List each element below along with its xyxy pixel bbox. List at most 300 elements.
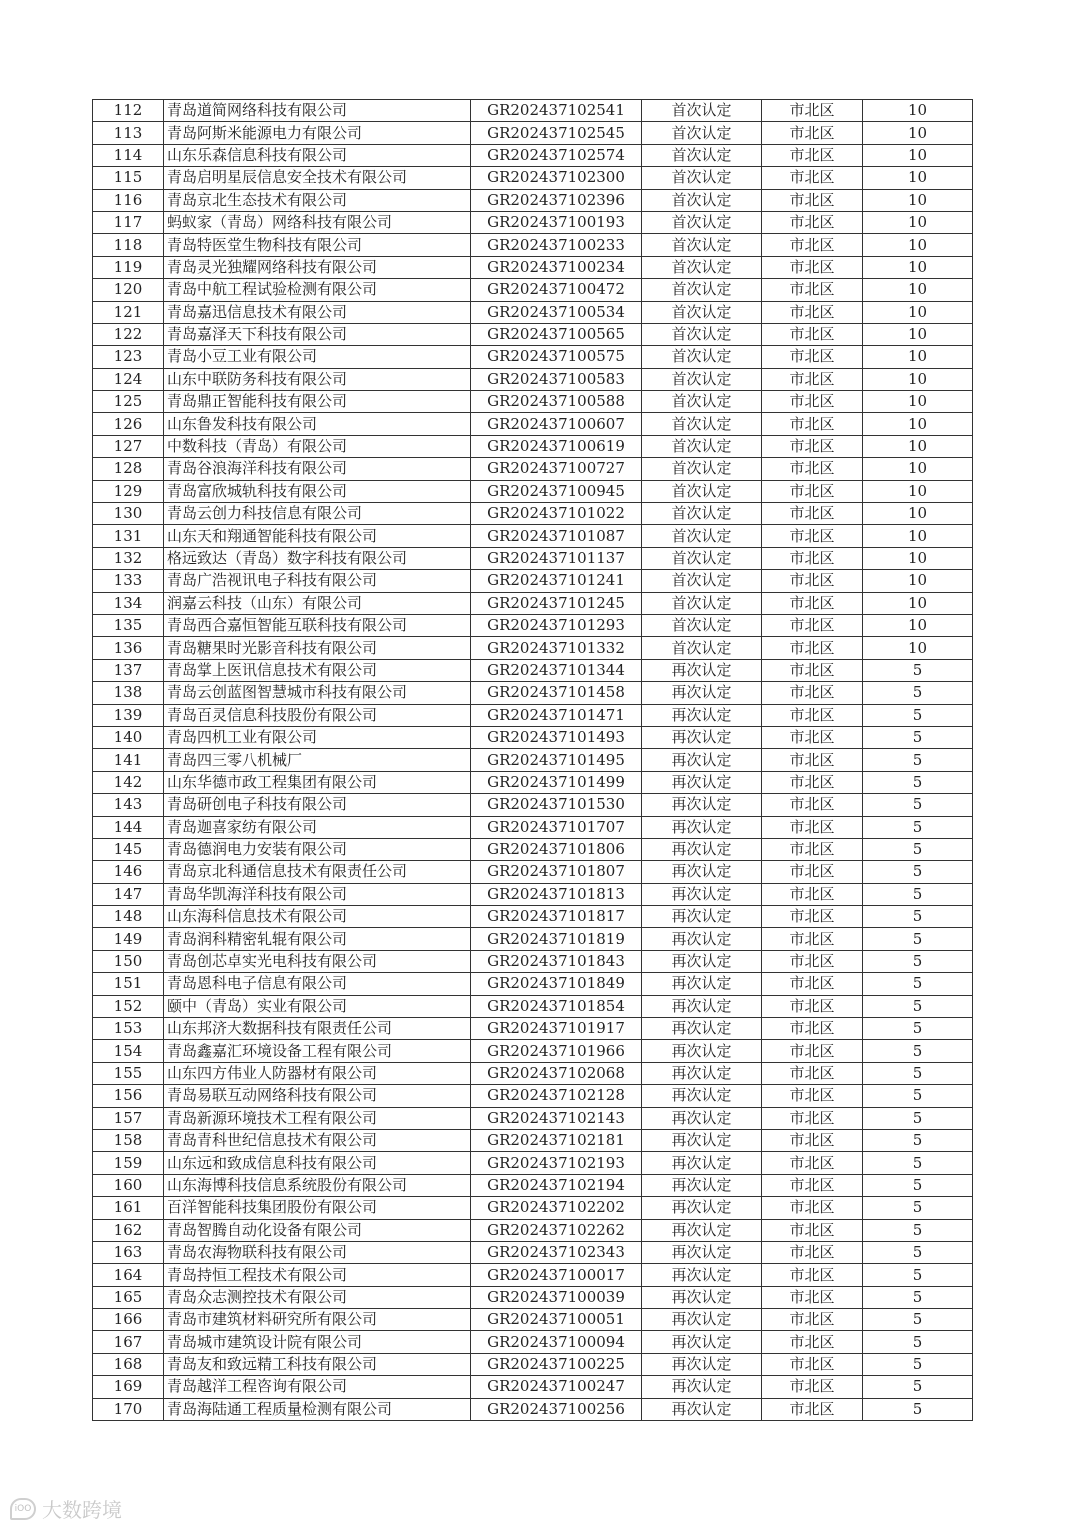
table-row <box>93 234 973 256</box>
company-table <box>92 99 973 1421</box>
certification-type-cell: 再次认定 <box>642 838 762 860</box>
points-cell: 10 <box>863 144 973 166</box>
company-name-cell: 青岛四三零八机械厂 <box>164 749 471 771</box>
certificate-code-cell: GR202437101843 <box>471 950 642 972</box>
district-cell: 市北区 <box>762 234 863 256</box>
certification-type-cell: 首次认定 <box>642 189 762 211</box>
row-number-cell: 160 <box>93 1174 164 1196</box>
district-cell: 市北区 <box>762 1062 863 1084</box>
row-number-cell: 156 <box>93 1085 164 1107</box>
row-number-cell: 138 <box>93 682 164 704</box>
row-number-cell: 145 <box>93 838 164 860</box>
table-row <box>93 368 973 390</box>
table-row <box>93 480 973 502</box>
table-row <box>93 1398 973 1420</box>
certificate-code-cell: GR202437101245 <box>471 592 642 614</box>
row-number-cell: 164 <box>93 1264 164 1286</box>
certificate-code-cell: GR202437101819 <box>471 928 642 950</box>
points-cell: 5 <box>863 1219 973 1241</box>
district-cell: 市北区 <box>762 323 863 345</box>
points-cell: 10 <box>863 458 973 480</box>
row-number-cell: 152 <box>93 995 164 1017</box>
table-row <box>93 1331 973 1353</box>
row-number-cell: 122 <box>93 323 164 345</box>
certification-type-cell: 再次认定 <box>642 1107 762 1129</box>
points-cell: 5 <box>863 1152 973 1174</box>
table-row <box>93 458 973 480</box>
points-cell: 5 <box>863 1040 973 1062</box>
company-name-cell: 山东海博科技信息系统股份有限公司 <box>164 1174 471 1196</box>
certificate-code-cell: GR202437102128 <box>471 1085 642 1107</box>
district-cell: 市北区 <box>762 1129 863 1151</box>
table-row <box>93 323 973 345</box>
row-number-cell: 114 <box>93 144 164 166</box>
table-row <box>93 906 973 928</box>
district-cell: 市北区 <box>762 995 863 1017</box>
table-row <box>93 726 973 748</box>
points-cell: 10 <box>863 391 973 413</box>
company-name-cell: 青岛道简网络科技有限公司 <box>164 100 471 122</box>
certificate-code-cell: GR202437100607 <box>471 413 642 435</box>
certification-type-cell: 再次认定 <box>642 704 762 726</box>
points-cell: 5 <box>863 928 973 950</box>
company-name-cell: 青岛越洋工程咨询有限公司 <box>164 1376 471 1398</box>
certificate-code-cell: GR202437102194 <box>471 1174 642 1196</box>
certificate-code-cell: GR202437102068 <box>471 1062 642 1084</box>
certification-type-cell: 再次认定 <box>642 906 762 928</box>
certificate-code-cell: GR202437100247 <box>471 1376 642 1398</box>
certificate-code-cell: GR202437100051 <box>471 1309 642 1331</box>
district-cell: 市北区 <box>762 480 863 502</box>
company-table-body <box>93 100 973 1421</box>
row-number-cell: 130 <box>93 503 164 525</box>
company-name-cell: 青岛易联互动网络科技有限公司 <box>164 1085 471 1107</box>
row-number-cell: 167 <box>93 1331 164 1353</box>
company-name-cell: 青岛小豆工业有限公司 <box>164 346 471 368</box>
row-number-cell: 168 <box>93 1353 164 1375</box>
certification-type-cell: 再次认定 <box>642 1174 762 1196</box>
district-cell: 市北区 <box>762 256 863 278</box>
certification-type-cell: 再次认定 <box>642 1219 762 1241</box>
points-cell: 10 <box>863 189 973 211</box>
company-name-cell: 青岛特医堂生物科技有限公司 <box>164 234 471 256</box>
row-number-cell: 118 <box>93 234 164 256</box>
row-number-cell: 149 <box>93 928 164 950</box>
district-cell: 市北区 <box>762 279 863 301</box>
company-name-cell: 青岛鑫嘉汇环境设备工程有限公司 <box>164 1040 471 1062</box>
certification-type-cell: 再次认定 <box>642 1241 762 1263</box>
table-row <box>93 1353 973 1375</box>
table-row <box>93 1309 973 1331</box>
district-cell: 市北区 <box>762 458 863 480</box>
row-number-cell: 153 <box>93 1018 164 1040</box>
certification-type-cell: 再次认定 <box>642 1062 762 1084</box>
company-name-cell: 山东中联防务科技有限公司 <box>164 368 471 390</box>
certificate-code-cell: GR202437100225 <box>471 1353 642 1375</box>
certificate-code-cell: GR202437101806 <box>471 838 642 860</box>
company-name-cell: 山东乐森信息科技有限公司 <box>164 144 471 166</box>
company-name-cell: 青岛创芯卓实光电科技有限公司 <box>164 950 471 972</box>
certificate-code-cell: GR202437101458 <box>471 682 642 704</box>
certificate-code-cell: GR202437100583 <box>471 368 642 390</box>
table-row <box>93 1018 973 1040</box>
points-cell: 5 <box>863 973 973 995</box>
table-row <box>93 413 973 435</box>
certification-type-cell: 首次认定 <box>642 458 762 480</box>
points-cell: 10 <box>863 234 973 256</box>
table-row <box>93 950 973 972</box>
company-name-cell: 青岛市建筑材料研究所有限公司 <box>164 1309 471 1331</box>
points-cell: 5 <box>863 1197 973 1219</box>
table-row <box>93 189 973 211</box>
row-number-cell: 134 <box>93 592 164 614</box>
table-row <box>93 503 973 525</box>
district-cell: 市北区 <box>762 950 863 972</box>
certificate-code-cell: GR202437102343 <box>471 1241 642 1263</box>
certification-type-cell: 再次认定 <box>642 861 762 883</box>
district-cell: 市北区 <box>762 368 863 390</box>
district-cell: 市北区 <box>762 816 863 838</box>
certificate-code-cell: GR202437100575 <box>471 346 642 368</box>
table-row <box>93 547 973 569</box>
row-number-cell: 154 <box>93 1040 164 1062</box>
row-number-cell: 147 <box>93 883 164 905</box>
district-cell: 市北区 <box>762 861 863 883</box>
company-name-cell: 青岛迦喜家纺有限公司 <box>164 816 471 838</box>
table-row <box>93 659 973 681</box>
certificate-code-cell: GR202437101495 <box>471 749 642 771</box>
district-cell: 市北区 <box>762 503 863 525</box>
company-name-cell: 山东海科信息技术有限公司 <box>164 906 471 928</box>
district-cell: 市北区 <box>762 726 863 748</box>
certification-type-cell: 首次认定 <box>642 637 762 659</box>
table-row <box>93 167 973 189</box>
table-row <box>93 435 973 457</box>
company-name-cell: 青岛新源环境技术工程有限公司 <box>164 1107 471 1129</box>
district-cell: 市北区 <box>762 928 863 950</box>
row-number-cell: 112 <box>93 100 164 122</box>
certification-type-cell: 首次认定 <box>642 301 762 323</box>
certificate-code-cell: GR202437102541 <box>471 100 642 122</box>
district-cell: 市北区 <box>762 100 863 122</box>
district-cell: 市北区 <box>762 1174 863 1196</box>
table-row <box>93 1107 973 1129</box>
certification-type-cell: 首次认定 <box>642 391 762 413</box>
table-row <box>93 1264 973 1286</box>
row-number-cell: 131 <box>93 525 164 547</box>
row-number-cell: 142 <box>93 771 164 793</box>
company-name-cell: 青岛云创蓝图智慧城市科技有限公司 <box>164 682 471 704</box>
company-name-cell: 青岛云创力科技信息有限公司 <box>164 503 471 525</box>
certificate-code-cell: GR202437101087 <box>471 525 642 547</box>
row-number-cell: 144 <box>93 816 164 838</box>
district-cell: 市北区 <box>762 883 863 905</box>
row-number-cell: 132 <box>93 547 164 569</box>
table-row <box>93 682 973 704</box>
certification-type-cell: 首次认定 <box>642 122 762 144</box>
certificate-code-cell: GR202437101241 <box>471 570 642 592</box>
table-row <box>93 1286 973 1308</box>
certification-type-cell: 再次认定 <box>642 973 762 995</box>
row-number-cell: 163 <box>93 1241 164 1263</box>
certificate-code-cell: GR202437101817 <box>471 906 642 928</box>
table-row <box>93 100 973 122</box>
row-number-cell: 150 <box>93 950 164 972</box>
company-name-cell: 山东四方伟业人防器材有限公司 <box>164 1062 471 1084</box>
certification-type-cell: 首次认定 <box>642 211 762 233</box>
row-number-cell: 157 <box>93 1107 164 1129</box>
table-row <box>93 816 973 838</box>
district-cell: 市北区 <box>762 1353 863 1375</box>
points-cell: 10 <box>863 211 973 233</box>
table-row <box>93 704 973 726</box>
table-row <box>93 525 973 547</box>
certificate-code-cell: GR202437100094 <box>471 1331 642 1353</box>
certification-type-cell: 首次认定 <box>642 503 762 525</box>
certificate-code-cell: GR202437101807 <box>471 861 642 883</box>
points-cell: 5 <box>863 1107 973 1129</box>
row-number-cell: 117 <box>93 211 164 233</box>
table-row <box>93 1197 973 1219</box>
district-cell: 市北区 <box>762 614 863 636</box>
certificate-code-cell: GR202437100017 <box>471 1264 642 1286</box>
points-cell: 5 <box>863 1353 973 1375</box>
district-cell: 市北区 <box>762 1197 863 1219</box>
row-number-cell: 151 <box>93 973 164 995</box>
certificate-code-cell: GR202437100039 <box>471 1286 642 1308</box>
certificate-code-cell: GR202437101471 <box>471 704 642 726</box>
company-name-cell: 山东华德市政工程集团有限公司 <box>164 771 471 793</box>
points-cell: 10 <box>863 614 973 636</box>
table-row <box>93 301 973 323</box>
row-number-cell: 165 <box>93 1286 164 1308</box>
row-number-cell: 113 <box>93 122 164 144</box>
certification-type-cell: 首次认定 <box>642 234 762 256</box>
points-cell: 10 <box>863 480 973 502</box>
district-cell: 市北区 <box>762 1309 863 1331</box>
company-name-cell: 青岛中航工程试验检测有限公司 <box>164 279 471 301</box>
company-name-cell: 颐中（青岛）实业有限公司 <box>164 995 471 1017</box>
points-cell: 10 <box>863 637 973 659</box>
certification-type-cell: 再次认定 <box>642 726 762 748</box>
points-cell: 10 <box>863 167 973 189</box>
certification-type-cell: 再次认定 <box>642 749 762 771</box>
company-name-cell: 青岛富欣城轨科技有限公司 <box>164 480 471 502</box>
table-row <box>93 256 973 278</box>
district-cell: 市北区 <box>762 391 863 413</box>
company-name-cell: 青岛恩科电子信息有限公司 <box>164 973 471 995</box>
certification-type-cell: 首次认定 <box>642 480 762 502</box>
table-row <box>93 1129 973 1151</box>
district-cell: 市北区 <box>762 682 863 704</box>
district-cell: 市北区 <box>762 1264 863 1286</box>
row-number-cell: 158 <box>93 1129 164 1151</box>
certification-type-cell: 首次认定 <box>642 144 762 166</box>
company-name-cell: 青岛四机工业有限公司 <box>164 726 471 748</box>
company-name-cell: 青岛众志测控技术有限公司 <box>164 1286 471 1308</box>
certificate-code-cell: GR202437102262 <box>471 1219 642 1241</box>
company-name-cell: 山东鲁发科技有限公司 <box>164 413 471 435</box>
certificate-code-cell: GR202437102574 <box>471 144 642 166</box>
district-cell: 市北区 <box>762 1040 863 1062</box>
certificate-code-cell: GR202437100534 <box>471 301 642 323</box>
points-cell: 5 <box>863 1085 973 1107</box>
company-name-cell: 青岛友和致远精工科技有限公司 <box>164 1353 471 1375</box>
certificate-code-cell: GR202437102202 <box>471 1197 642 1219</box>
district-cell: 市北区 <box>762 704 863 726</box>
certification-type-cell: 再次认定 <box>642 659 762 681</box>
table-row <box>93 637 973 659</box>
row-number-cell: 121 <box>93 301 164 323</box>
table-row <box>93 771 973 793</box>
points-cell: 5 <box>863 1286 973 1308</box>
certification-type-cell: 再次认定 <box>642 1286 762 1308</box>
table-row <box>93 122 973 144</box>
certification-type-cell: 再次认定 <box>642 1376 762 1398</box>
row-number-cell: 169 <box>93 1376 164 1398</box>
row-number-cell: 137 <box>93 659 164 681</box>
table-row <box>93 592 973 614</box>
table-row <box>93 1085 973 1107</box>
district-cell: 市北区 <box>762 413 863 435</box>
table-row <box>93 346 973 368</box>
company-name-cell: 格远致达（青岛）数字科技有限公司 <box>164 547 471 569</box>
company-name-cell: 青岛灵光独耀网络科技有限公司 <box>164 256 471 278</box>
watermark <box>10 1494 122 1523</box>
points-cell: 10 <box>863 279 973 301</box>
table-row <box>93 144 973 166</box>
certificate-code-cell: GR202437101499 <box>471 771 642 793</box>
row-number-cell: 170 <box>93 1398 164 1420</box>
district-cell: 市北区 <box>762 659 863 681</box>
certification-type-cell: 首次认定 <box>642 346 762 368</box>
district-cell: 市北区 <box>762 637 863 659</box>
district-cell: 市北区 <box>762 122 863 144</box>
points-cell: 10 <box>863 525 973 547</box>
certificate-code-cell: GR202437100727 <box>471 458 642 480</box>
row-number-cell: 139 <box>93 704 164 726</box>
points-cell: 10 <box>863 570 973 592</box>
points-cell: 5 <box>863 1398 973 1420</box>
table-row <box>93 995 973 1017</box>
certification-type-cell: 再次认定 <box>642 771 762 793</box>
company-name-cell: 青岛西合嘉恒智能互联科技有限公司 <box>164 614 471 636</box>
certification-type-cell: 首次认定 <box>642 256 762 278</box>
company-name-cell: 青岛农海物联科技有限公司 <box>164 1241 471 1263</box>
certificate-code-cell: GR202437101022 <box>471 503 642 525</box>
district-cell: 市北区 <box>762 570 863 592</box>
company-name-cell: 青岛青科世纪信息技术有限公司 <box>164 1129 471 1151</box>
company-name-cell: 青岛嘉迅信息技术有限公司 <box>164 301 471 323</box>
row-number-cell: 119 <box>93 256 164 278</box>
certification-type-cell: 再次认定 <box>642 1129 762 1151</box>
certification-type-cell: 再次认定 <box>642 682 762 704</box>
row-number-cell: 120 <box>93 279 164 301</box>
watermark-logo-icon: iOO <box>10 1498 36 1520</box>
points-cell: 5 <box>863 749 973 771</box>
points-cell: 10 <box>863 368 973 390</box>
table-row <box>93 614 973 636</box>
company-name-cell: 山东天和翔通智能科技有限公司 <box>164 525 471 547</box>
company-name-cell: 青岛海陆通工程质量检测有限公司 <box>164 1398 471 1420</box>
table-row <box>93 1040 973 1062</box>
district-cell: 市北区 <box>762 1376 863 1398</box>
district-cell: 市北区 <box>762 906 863 928</box>
row-number-cell: 124 <box>93 368 164 390</box>
company-name-cell: 青岛嘉泽天下科技有限公司 <box>164 323 471 345</box>
table-row <box>93 861 973 883</box>
table-row <box>93 279 973 301</box>
certificate-code-cell: GR202437100945 <box>471 480 642 502</box>
points-cell: 10 <box>863 503 973 525</box>
table-row <box>93 838 973 860</box>
table-row <box>93 1241 973 1263</box>
table-row <box>93 1376 973 1398</box>
row-number-cell: 141 <box>93 749 164 771</box>
certificate-code-cell: GR202437100565 <box>471 323 642 345</box>
points-cell: 5 <box>863 1376 973 1398</box>
certificate-code-cell: GR202437101293 <box>471 614 642 636</box>
table-row <box>93 1219 973 1241</box>
watermark-text: 大数跨境 <box>42 1498 122 1522</box>
district-cell: 市北区 <box>762 771 863 793</box>
points-cell: 10 <box>863 323 973 345</box>
certification-type-cell: 再次认定 <box>642 950 762 972</box>
certification-type-cell: 首次认定 <box>642 547 762 569</box>
certificate-code-cell: GR202437101813 <box>471 883 642 905</box>
certification-type-cell: 再次认定 <box>642 794 762 816</box>
points-cell: 5 <box>863 838 973 860</box>
table-row <box>93 570 973 592</box>
points-cell: 10 <box>863 435 973 457</box>
certification-type-cell: 再次认定 <box>642 1152 762 1174</box>
points-cell: 5 <box>863 659 973 681</box>
points-cell: 10 <box>863 301 973 323</box>
certification-type-cell: 再次认定 <box>642 1309 762 1331</box>
district-cell: 市北区 <box>762 346 863 368</box>
points-cell: 10 <box>863 256 973 278</box>
certificate-code-cell: GR202437100234 <box>471 256 642 278</box>
company-name-cell: 青岛掌上医讯信息技术有限公司 <box>164 659 471 681</box>
points-cell: 5 <box>863 794 973 816</box>
row-number-cell: 115 <box>93 167 164 189</box>
district-cell: 市北区 <box>762 838 863 860</box>
row-number-cell: 133 <box>93 570 164 592</box>
table-row <box>93 749 973 771</box>
district-cell: 市北区 <box>762 973 863 995</box>
certification-type-cell: 首次认定 <box>642 368 762 390</box>
company-name-cell: 青岛京北科通信息技术有限责任公司 <box>164 861 471 883</box>
table-row <box>93 1062 973 1084</box>
certificate-code-cell: GR202437102300 <box>471 167 642 189</box>
points-cell: 5 <box>863 906 973 928</box>
district-cell: 市北区 <box>762 1085 863 1107</box>
company-name-cell: 青岛润科精密轧辊有限公司 <box>164 928 471 950</box>
company-name-cell: 青岛城市建筑设计院有限公司 <box>164 1331 471 1353</box>
company-name-cell: 山东远和致成信息科技有限公司 <box>164 1152 471 1174</box>
table-row <box>93 794 973 816</box>
certification-type-cell: 首次认定 <box>642 323 762 345</box>
district-cell: 市北区 <box>762 1219 863 1241</box>
certificate-code-cell: GR202437101344 <box>471 659 642 681</box>
table-row <box>93 1174 973 1196</box>
points-cell: 5 <box>863 1129 973 1151</box>
certification-type-cell: 再次认定 <box>642 883 762 905</box>
certificate-code-cell: GR202437102545 <box>471 122 642 144</box>
points-cell: 10 <box>863 100 973 122</box>
points-cell: 5 <box>863 1264 973 1286</box>
company-name-cell: 青岛启明星辰信息安全技术有限公司 <box>164 167 471 189</box>
